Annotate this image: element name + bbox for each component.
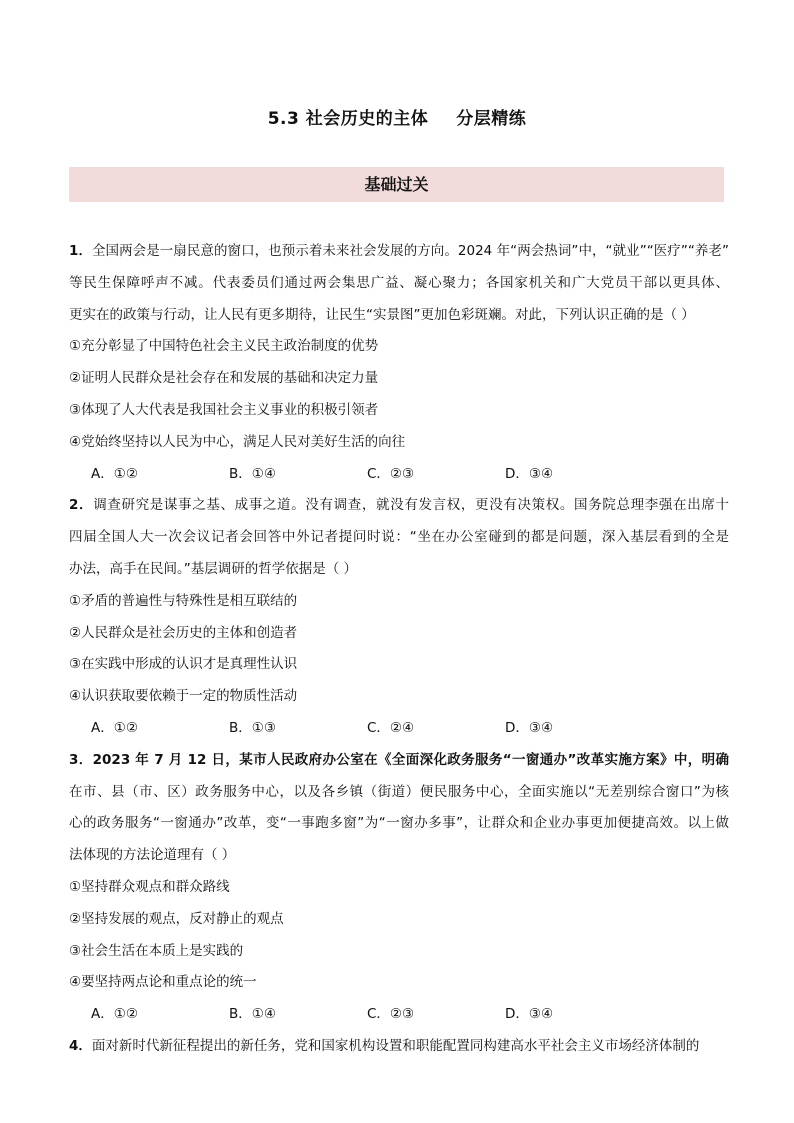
answer-choice-a: A．①②: [91, 465, 138, 482]
answer-choice-d: D．③④: [505, 719, 554, 736]
answer-choice-b: B．①④: [229, 465, 276, 482]
question-stem-line: 3．2023 年 7 月 12 日，某市人民政府办公室在《全面深化政务服务“一窗通办”改革实施方案》中，明确: [69, 751, 729, 768]
question-option: ①坚持群众观点和群众路线: [69, 878, 230, 895]
title-main: 5.3 社会历史的主体: [267, 109, 429, 129]
answer-choice-c: C．②④: [367, 719, 415, 736]
question-list: [69, 236, 729, 1063]
section-banner: 基础过关: [69, 167, 724, 202]
question-number: 1．: [69, 243, 92, 259]
question-option: ③在实践中形成的认识才是真理性认识: [69, 656, 298, 673]
question-number: 3．: [69, 751, 93, 768]
answer-choice-d: D．③④: [505, 465, 554, 482]
answer-choice-c: C．②③: [367, 1006, 415, 1023]
question-option: ①充分彰显了中国特色社会主义民主政治制度的优势: [69, 338, 379, 355]
question-3: [69, 745, 729, 1031]
question-stem-line: 在市、县（市、区）政务服务中心，以及各乡镇（街道）便民服务中心，全面实施以“无差别综合窗口”为核: [69, 783, 729, 800]
title-sub: 分层精练: [456, 109, 527, 129]
question-4: [69, 1031, 729, 1063]
question-stem-line: 心的政务服务“一窗通办”改革，变“一事跑多窗”为“一窗办多事”，让群众和企业办事更加便捷高效。以上做: [69, 815, 729, 832]
answer-choice-a: A．①②: [91, 719, 138, 736]
question-option: ③社会生活在本质上是实践的: [69, 942, 244, 959]
question-option: ④认识获取要依赖于一定的物质性活动: [69, 688, 298, 705]
question-option: ③体现了人大代表是我国社会主义事业的积极引领者: [69, 401, 379, 418]
question-number: 4．: [69, 1037, 92, 1054]
answer-choices: [69, 999, 729, 1031]
answer-choices: [69, 459, 729, 491]
question-stem-line: 法体现的方法论道理有（ ）: [69, 847, 236, 864]
page-title: [0, 104, 794, 129]
answer-choice-b: B．①④: [229, 1006, 276, 1023]
question-option: ②证明人民群众是社会存在和发展的基础和决定力量: [69, 370, 379, 387]
question-stem-line: 4．面对新时代新征程提出的新任务，党和国家机构设置和职能配置同构建高水平社会主义市场经济体制的: [69, 1037, 700, 1054]
answer-choice-d: D．③④: [505, 1006, 554, 1023]
question-stem-line: 四届全国人大一次会议记者会回答中外记者提问时说：“坐在办公室碰到的都是问题，深入基层看到的全是: [69, 529, 729, 546]
answer-choice-b: B．①③: [229, 719, 276, 736]
answer-choice-c: C．②③: [367, 465, 415, 482]
question-option: ②人民群众是社会历史的主体和创造者: [69, 624, 298, 641]
question-stem-line: 2．调查研究是谋事之基、成事之道。没有调查，就没有发言权，更没有决策权。国务院总理李强在出席十: [69, 497, 729, 514]
question-1: [69, 236, 729, 490]
question-stem-line: 等民生保障呼声不减。代表委员们通过两会集思广益、凝心聚力；各国家机关和广大党员干部以更具体、: [69, 274, 729, 291]
answer-choices: [69, 713, 729, 745]
question-2: [69, 490, 729, 744]
answer-choice-a: A．①②: [91, 1006, 138, 1023]
question-stem-line: 办法，高手在民间。”基层调研的哲学依据是（ ）: [69, 560, 358, 577]
question-option: ②坚持发展的观点，反对静止的观点: [69, 910, 284, 927]
question-option: ④要坚持两点论和重点论的统一: [69, 974, 257, 991]
question-number: 2．: [69, 497, 94, 514]
question-stem-line: 1．全国两会是一扇民意的窗口，也预示着未来社会发展的方向。2024 年“两会热词”中，“就业”“医疗”“养老”: [69, 243, 729, 259]
question-option: ④党始终坚持以人民为中心，满足人民对美好生活的向往: [69, 433, 406, 450]
question-stem-line: 更实在的政策与行动，让人民有更多期待，让民生“实景图”更加色彩斑斓。对此，下列认识正确的是（ ）: [69, 306, 695, 323]
question-option: ①矛盾的普遍性与特殊性是相互联结的: [69, 592, 298, 609]
